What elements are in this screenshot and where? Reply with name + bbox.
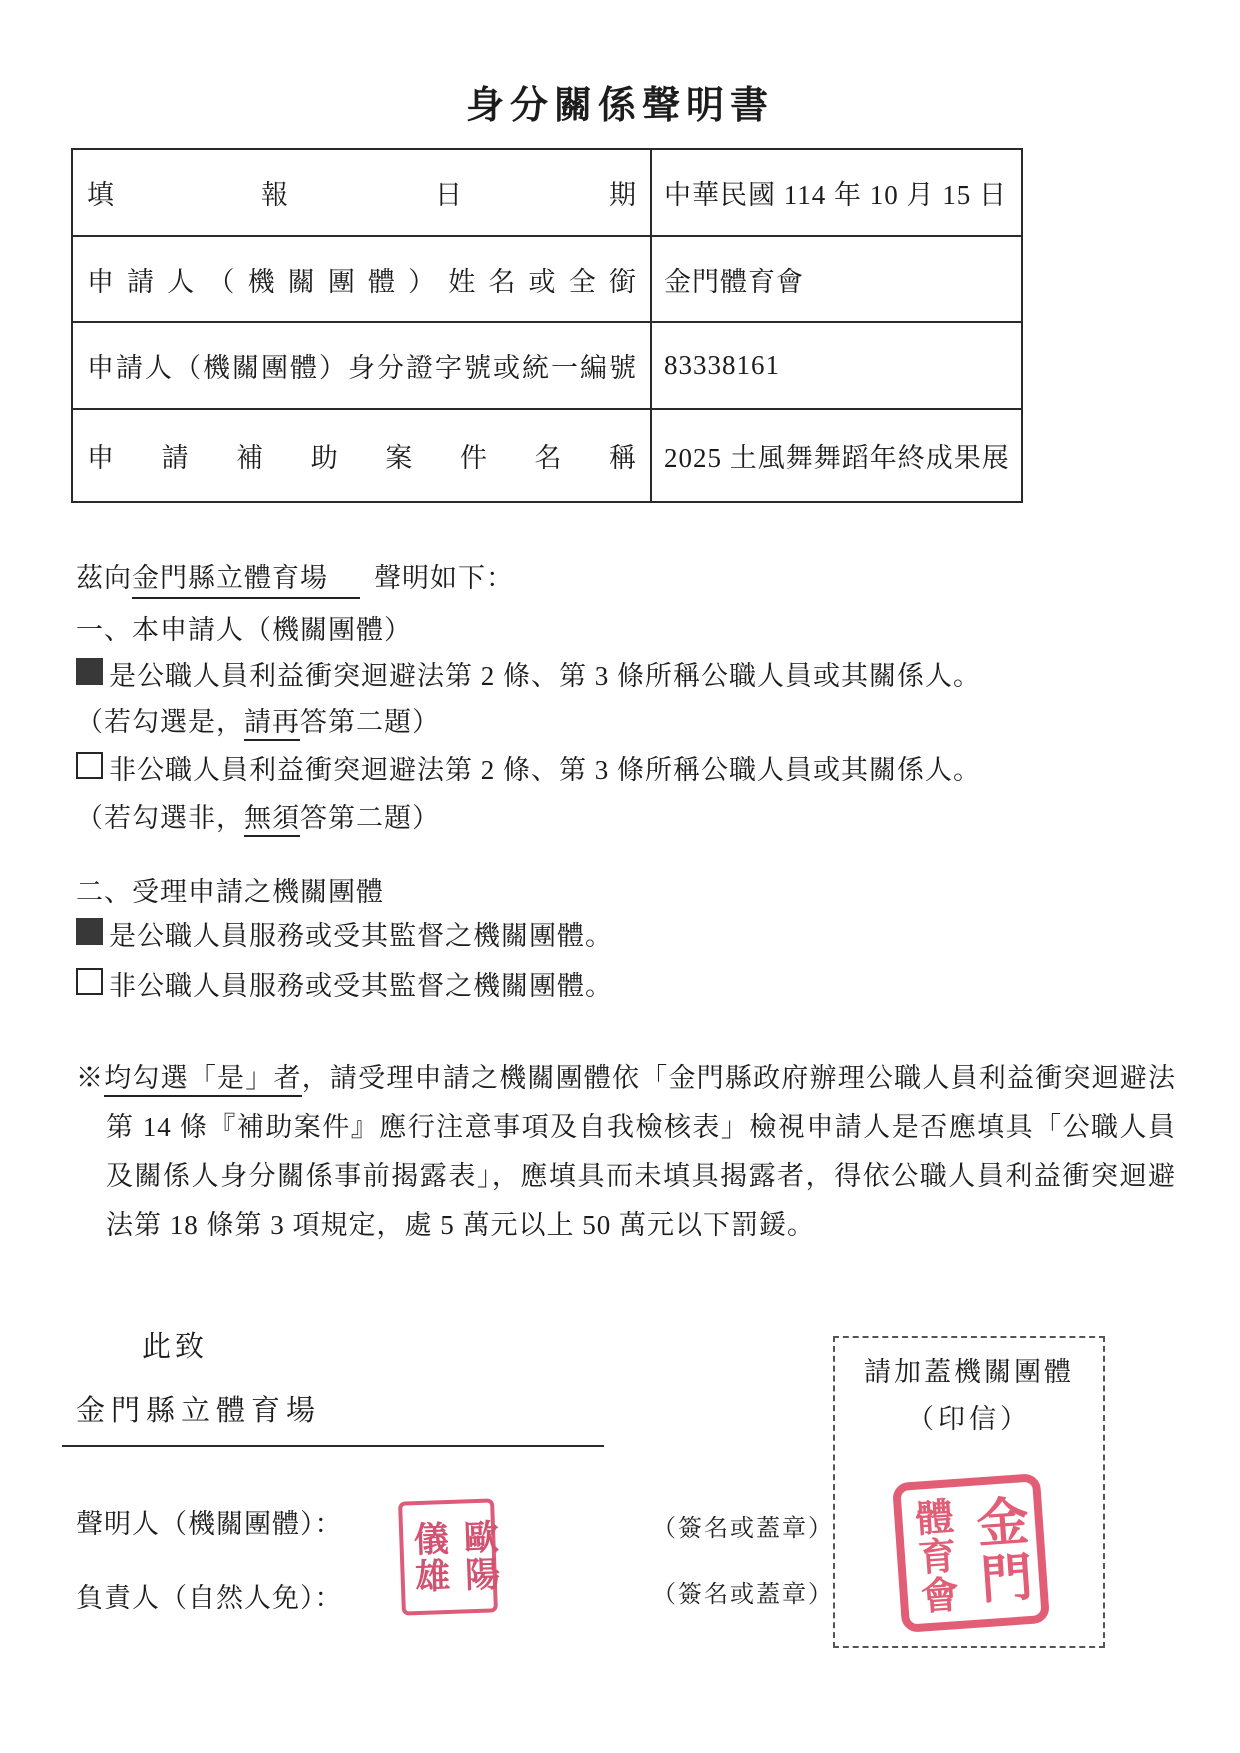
penalty-notice [76,1054,1176,1250]
case-name-value: 2025 土風舞舞蹈年終成果展 [664,443,1010,473]
note-yes-pre: （若勾選是， [76,707,244,737]
note-yes-post: 答第二題） [300,707,440,737]
note-no-underline: 無須 [244,803,300,837]
applicant-id-value: 83338161 [664,350,780,380]
notice-marker: ※ [76,1063,105,1093]
org-seal [892,1473,1050,1633]
table-row-applicant-name [73,235,1021,321]
section1-no-checkbox [76,752,103,779]
org-seal-col-right: 金門 [966,1493,1032,1609]
personal-seal-col-right: 歐陽 [458,1518,501,1594]
table-row-report-date [73,150,1021,235]
seal-box [833,1336,1105,1648]
seal-box-subinstruction: （印信） [907,1404,1031,1434]
notice-underline: 均勾選「是」者 [104,1063,301,1097]
section2-heading: 二、受理申請之機關團體 [76,877,384,907]
seal-box-instruction: 請加蓋機關團體 [864,1357,1074,1387]
section1-yes-text: 是公職人員利益衝突迴避法第 2 條、第 3 條所稱公職人員或其關係人。 [109,661,981,691]
section1-note-yes [76,700,440,739]
applicant-id-label: 申 請 人 （ 機 關 團 體 ） 身 分 證 字 號 或 統 一 編 號 [73,323,652,408]
note-no-post: 答第二題） [300,803,440,833]
section1-option-yes [76,654,981,693]
form-table [71,148,1023,503]
section1-yes-checkbox [76,658,103,685]
declaration-intro [76,556,514,595]
section1-heading: 一、本申請人（機關團體） [76,615,412,645]
notice-rest: ，請受理申請之機關團體依「金門縣政府辦理公職人員利益衝突迴避法第 14 條『補助案件』應行注意事項及自我檢核表」檢視申請人是否應填具「公職人員及關係人身分關係事前揭露表」，應填具而未填具揭露者，得依公職人員利益衝突迴避法第 18 條第 3 項規定，處 5 萬元以上 50 萬元以下罰鍰。 [106,1063,1177,1240]
report-date-label: 填 報 日 期 [73,150,652,235]
intro-prefix: 茲向 [76,563,132,593]
page-title: 身分關係聲明書 [465,85,774,127]
personal-seal-col-left: 儀雄 [408,1519,451,1596]
note-no-pre: （若勾選非， [76,803,244,833]
section2-no-text: 非公職人員服務或受其監督之機關團體。 [109,971,613,1001]
section2-option-no [76,964,613,1003]
note-yes-underline: 請再 [244,707,300,741]
recipient-name: 金門縣立體育場 [62,1388,604,1447]
report-date-value: 中華民國 114 年 10 月 15 日 [664,180,1007,210]
section1-no-text: 非公職人員利益衝突迴避法第 2 條、第 3 條所稱公職人員或其關係人。 [109,755,981,785]
applicant-name-value: 金門體育會 [664,266,804,297]
personal-seal [398,1498,501,1615]
section2-yes-text: 是公職人員服務或受其監督之機關團體。 [109,921,613,951]
org-seal-col-left: 體育會 [907,1495,958,1616]
section2-no-checkbox [76,968,103,995]
sign-note-1: （簽名或蓋章） [652,1516,834,1542]
declarant-label: 聲明人（機關團體）： [76,1509,343,1539]
intro-suffix: 聲明如下： [374,563,514,593]
section1-note-no [76,796,440,835]
applicant-name-label: 申 請 人 （ 機 關 團 體 ） 姓 名 或 全 銜 [73,237,652,321]
table-row-applicant-id [73,321,1021,408]
section1-option-no [76,748,981,787]
table-row-case-name [73,408,1021,501]
responsible-label: 負責人（自然人免）： [76,1583,343,1613]
sign-note-2: （簽名或蓋章） [652,1582,834,1608]
case-name-label: 申 請 補 助 案 件 名 稱 [73,410,652,501]
section2-yes-checkbox [76,918,103,945]
salute: 此致 [142,1331,209,1363]
recipient-inline: 金門縣立體育場 [132,563,360,599]
section2-option-yes [76,914,613,953]
